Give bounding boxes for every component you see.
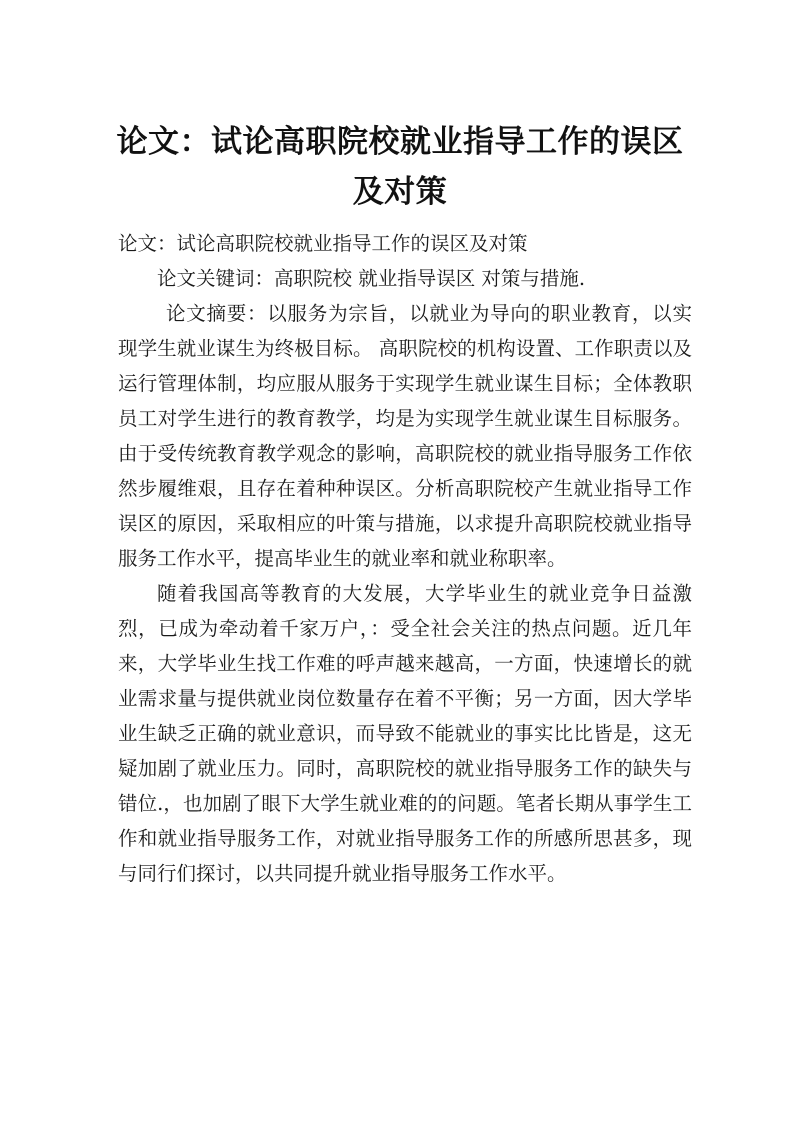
document-title: 论文：试论高职院校就业指导工作的误区及对策 bbox=[116, 123, 684, 210]
keywords-paragraph: 论文关键词：高职院校 就业指导误区 对策与措施. bbox=[157, 267, 586, 290]
subtitle-paragraph: 论文：试论高职院校就业指导工作的误区及对策 bbox=[118, 232, 528, 255]
abstract-paragraph: 论文摘要：以服务为宗旨，以就业为导向的职业教育，以实现学生就业谋生为终极目标。 高职院校的机构设置、工作职责以及运行管理体制，均应服从服务于实现学生就业谋生目标；全体教职员工对学生进行的教育教学，均是为实现学生就业谋生目标服务。由于受传统教育教学观念的影响，高职院校的就业指导服务工作依然步履维艰，且存在着种种误区。分析高职院校产生就业指导工作误区的原因，采取相应的叶策与措施，以求提升高职院校就业指导服务工作水平，提高毕业生的就业率和就业称职率。 bbox=[118, 302, 692, 570]
intro-paragraph: 随着我国高等教育的大发展，大学毕业生的就业竞争日益激烈，已成为牵动着千家万户，：受全社会关注的热点问题。近几年来，大学毕业生找工作难的呼声越来越高，一方面，快速增长的就业需求量与提供就业岗位数量存在着不平衡；另一方面，因大学毕业生缺乏正确的就业意识，而导致不能就业的事实比比皆是，这无疑加剧了就业压力。同时，高职院校的就业指导服务工作的缺失与错位.，也加剧了眼下大学生就业难的的问题。笔者长期从事学生工作和就业指导服务工作，对就业指导服务工作的所感所思甚多，现与同行们探讨，以共同提升就业指导服务工作水平。 bbox=[118, 582, 692, 885]
document-body bbox=[118, 226, 692, 891]
